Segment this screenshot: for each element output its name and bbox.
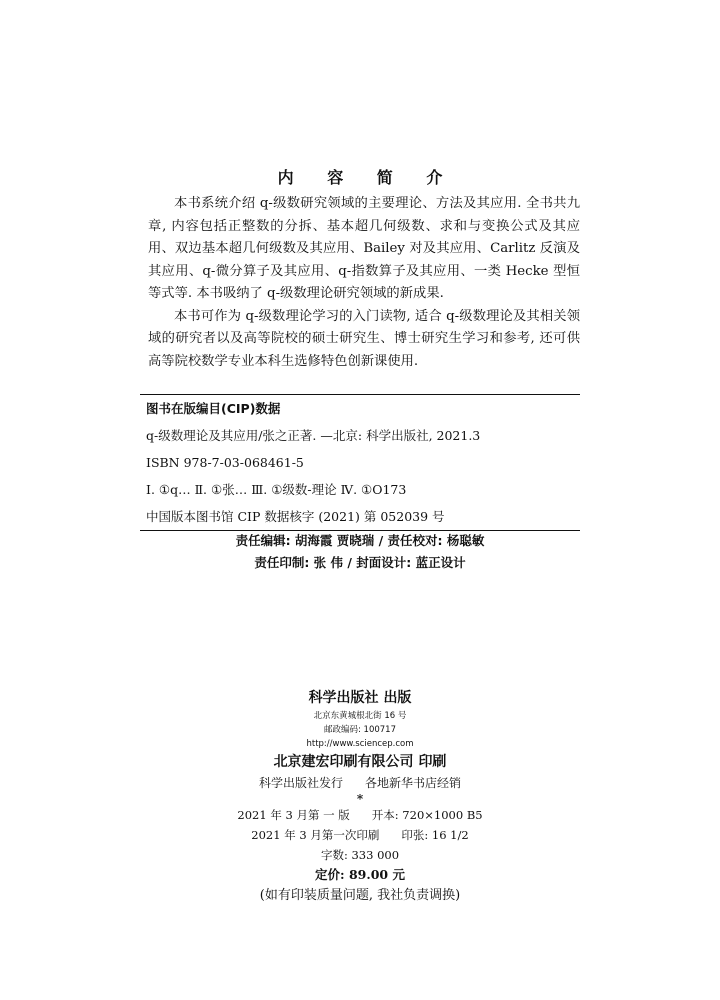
publication-info bbox=[0, 687, 720, 907]
cip-block bbox=[140, 394, 580, 531]
format: 开本: 720×1000 B5 bbox=[371, 808, 483, 822]
credits-editors: 责任编辑: 胡海霞 贾晓瑞 / 责任校对: 杨聪敏 bbox=[235, 533, 485, 548]
printer-action: 印刷 bbox=[418, 754, 447, 770]
cip-record: q-级数理论及其应用/张之正著. —北京: 科学出版社, 2021.3 bbox=[146, 428, 481, 443]
intro-paragraph-1: 本书系统介绍 q-级数研究领域的主要理论、方法及其应用. 全书共九章, 内容包括正整数的分拆、基本超几何级数、求和与变换公式及其应用、双边基本超几何级数及其应用、Bailey 对及其应用、Carlitz 反演及其应用、q-微分算子及其应用、q-指数算子及其应用、一类 Hecke 型恒等式等. 本书吸纳了 q-级数理论研究领域的新成果. bbox=[148, 196, 580, 301]
cip-isbn: ISBN 978-7-03-068461-5 bbox=[146, 455, 304, 470]
publisher-line bbox=[0, 687, 720, 709]
separator-star: * bbox=[356, 792, 364, 806]
printing-line bbox=[0, 825, 720, 845]
intro-section bbox=[148, 193, 580, 373]
sheets: 印张: 16 1/2 bbox=[401, 828, 469, 842]
intro-paragraph-2: 本书可作为 q-级数理论学习的入门读物, 适合 q-级数理论及其相关领域的研究者以及高等院校的硕士研究生、博士研究生学习和参考, 还可供高等院校数学专业本科生选修特色创新课使用. bbox=[148, 308, 580, 369]
publisher-postcode: 邮政编码: 100717 bbox=[323, 725, 396, 735]
price: 定价: 89.00 元 bbox=[315, 867, 405, 882]
edition-line bbox=[0, 805, 720, 825]
credits-production: 责任印制: 张 伟 / 封面设计: 蓝正设计 bbox=[254, 555, 466, 570]
issuer: 科学出版社发行 bbox=[258, 776, 343, 790]
edition: 2021 年 3 月第 一 版 bbox=[237, 808, 350, 822]
cip-classification: Ⅰ. ①q… Ⅱ. ①张… Ⅲ. ①级数-理论 Ⅳ. ①O173 bbox=[146, 482, 407, 497]
quality-notice: (如有印装质量问题, 我社负责调换) bbox=[259, 888, 461, 903]
publisher-website: http://www.sciencep.com bbox=[306, 739, 414, 749]
publisher-name: 科学出版社 bbox=[308, 690, 379, 706]
word-count: 字数: 333 000 bbox=[320, 848, 400, 862]
printer-line bbox=[0, 751, 720, 773]
distribution-line bbox=[0, 773, 720, 793]
printing: 2021 年 3 月第一次印刷 bbox=[251, 828, 380, 842]
cip-catalog-number: 中国版本图书馆 CIP 数据核字 (2021) 第 052039 号 bbox=[146, 509, 445, 524]
publisher-action: 出版 bbox=[383, 690, 412, 706]
publisher-address: 北京东黄城根北街 16 号 bbox=[313, 711, 407, 721]
printer-name: 北京建宏印刷有限公司 bbox=[273, 754, 414, 770]
page-title: 内 容 简 介 bbox=[277, 168, 457, 187]
distributor: 各地新华书店经销 bbox=[365, 776, 462, 790]
credits-section bbox=[0, 530, 720, 574]
cip-heading: 图书在版编目(CIP)数据 bbox=[146, 401, 281, 416]
